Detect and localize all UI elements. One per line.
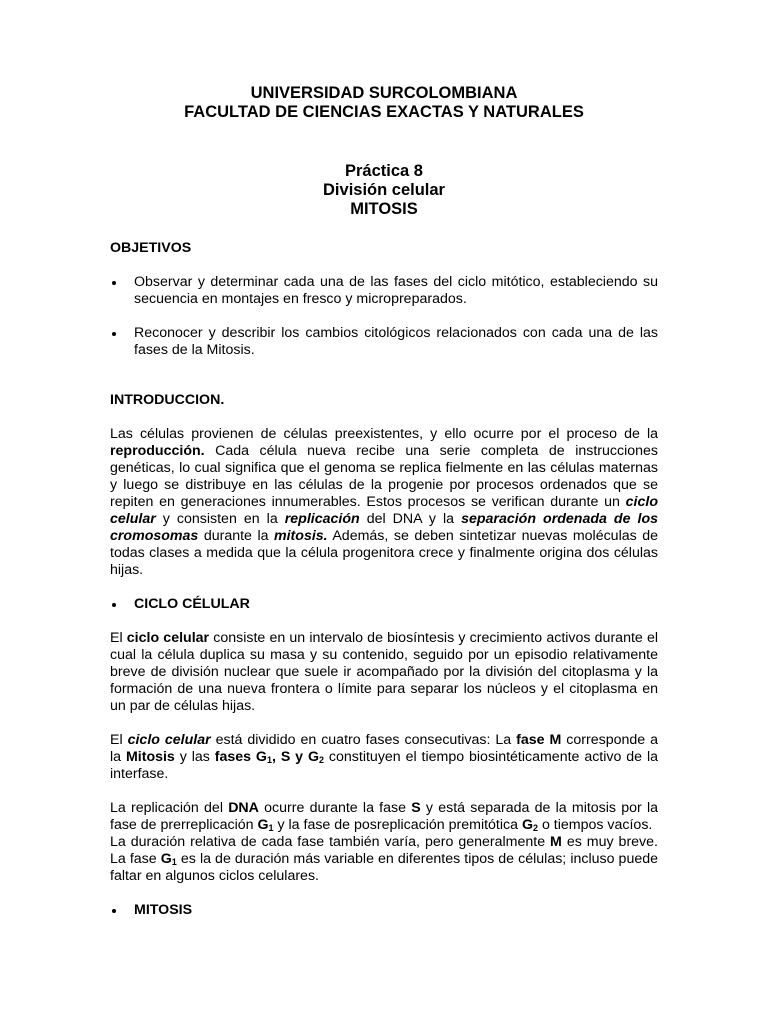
ciclo-paragraph-2: El ciclo celular está dividido en cuatro fases consecutivas: La fase M corresponde a la Mitosis y las fases $G_1$, S y $G_2$ constituyen el tiempo biosintéticamente activo de la interfase. xyxy=(110,732,659,782)
ciclo-celular-heading: CICLO CÉLULAR xyxy=(110,596,658,613)
ciclo-paragraph-1: El ciclo celular consiste en un intervalo de biosíntesis y crecimiento activos durante el cual la célula duplica su masa y su contenido, seguido por un episodio relativamente breve de división nuclear que suele ir acompañado por la división del citoplasma y la formación de una nueva frontera o límite para separar los núcleos y el citoplasma en un par de células hijas. xyxy=(110,630,659,714)
practice-topic: División celular xyxy=(323,181,445,199)
document-header xyxy=(110,84,658,219)
practice-number: Práctica 8 xyxy=(345,162,423,180)
ciclo-paragraph-4: La duración relativa de cada fase también varía, pero generalmente M es muy breve. La fase $G_1$ es la de duración más variable en diferentes tipos de células; incluso puede faltar en algunos ciclos celulares. xyxy=(110,834,659,884)
document-page xyxy=(110,84,658,919)
university-name: UNIVERSIDAD SURCOLOMBIANA xyxy=(250,84,518,102)
objectives-heading: OBJETIVOS xyxy=(110,240,192,256)
faculty-name: FACULTAD DE CIENCIAS EXACTAS Y NATURALES xyxy=(184,103,584,121)
introduction-paragraph: Las células provienen de células preexistentes, y ello ocurre por el proceso de la reproducción. Cada célula nueva recibe una serie completa de instrucciones genéticas, lo cual significa que el genoma se replica fielmente en las células maternas y luego se distribuye en las células de la progenie por procesos ordenados que se repiten en generaciones innumerables. Estos procesos se verifican durante un ciclo celular y consisten en la replicación del DNA y la separación ordenada de los cromosomas durante la mitosis. Además, se deben sintetizar nuevas moléculas de todas clases a medida que la célula progenitora crece y finalmente origina dos células hijas. xyxy=(110,426,659,578)
mitosis-heading: MITOSIS xyxy=(110,902,658,919)
objective-item: Observar y determinar cada una de las fases del ciclo mitótico, estableciendo su secuencia en montajes en fresco y micropreparados. xyxy=(110,274,658,308)
introduction-heading: INTRODUCCION. xyxy=(110,392,225,408)
ciclo-paragraph-3: La replicación del DNA ocurre durante la fase S y está separada de la mitosis por la fase de prerreplicación $G_1$ y la fase de posreplicación premitótica $G_2$ o tiempos vacíos. xyxy=(110,800,659,833)
objective-item: Reconocer y describir los cambios citológicos relacionados con cada una de las fases de la Mitosis. xyxy=(110,325,658,359)
practice-subtopic: MITOSIS xyxy=(350,200,418,218)
